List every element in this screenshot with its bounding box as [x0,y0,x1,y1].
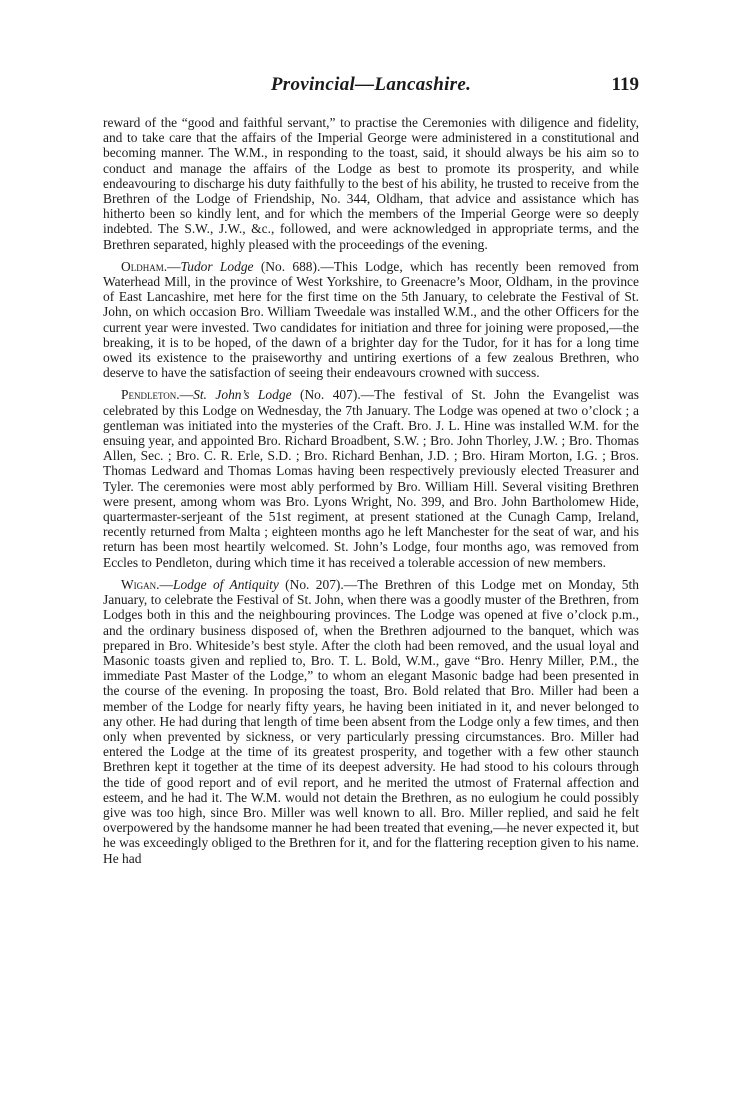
lodge-name: Lodge of Antiquity [172,576,279,592]
paragraph-text: (No. 207).—The Brethren of this Lodge met on Monday, 5th January, to celebrate the Festival of St. John, when there was a goodly muster of the Brethren, from Lodges both in this and the neighbouring provinces. The Lodge was opened at five o’clock p.m., and the ordinary business disposed of, when the Brethren adjourned to the banquet, which was prepared in Bro. Whiteside’s best style. After the cloth had been removed, and the usual loyal and Masonic toasts given and replied to, Bro. T. L. Bold, W.M., gave “Bro. Henry Miller, P.M., the immediate Past Master of the Lodge,” to whom an elegant Masonic badge had been presented in the course of the evening. In proposing the toast, Bro. Bold related that Bro. Miller had been a member of the Lodge for nearly fifty years, he having been initiated in it, and never belonged to any other. He had during that length of time been absent from the Lodge only a few times, and then only when prevented by sickness, or very particularly pressing circumstances. Bro. Miller had entered the Lodge at the time of its greatest prosperity, and together with a few other staunch Brethren kept it together at the time of its deepest adversity. He had stood to his colours through the tide of good report and of evil report, and he merited the utmost of Fraternal affection and esteem, and he had it. The W.M. would not detain the Brethren, as no eulogium he could possibly give was too high, since Bro. Miller was well known to all. Bro. Miller replied, and said he felt overpowered by the handsome manner he had been treated that evening,—he never expected it, but he was exceedingly obliged to the Brethren for it, and for the flattering reception given to his name. He had [103,576,639,866]
paragraph-wigan: Wigan.—Lodge of Antiquity (No. 207).—The Brethren of this Lodge met on Monday, 5th January, to celebrate the Festival of St. John, when there was a goodly muster of the Brethren, from Lodges both in this and the neighbouring provinces. The Lodge was opened at five o’clock p.m., and the ordinary business disposed of, when the Brethren adjourned to the banquet, which was prepared in Bro. Whiteside’s best style. After the cloth had been removed, and the usual loyal and Masonic toasts given and replied to, Bro. T. L. Bold, W.M., gave “Bro. Henry Miller, P.M., the immediate Past Master of the Lodge,” to whom an elegant Masonic badge had been presented in the course of the evening. In proposing the toast, Bro. Bold related that Bro. Miller had been a member of the Lodge for nearly fifty years, he having been initiated in it, and never belonged to any other. He had during that length of time been absent from the Lodge only a few times, and then only when prevented by sickness, or very particularly pressing circumstances. Bro. Miller had entered the Lodge at the time of its greatest prosperity, and together with a few other staunch Brethren kept it together at the time of its deepest adversity. He had stood to his colours through the tide of good report and of evil report, and he merited the utmost of Fraternal affection and esteem, and he had it. The W.M. would not detain the Brethren, as no eulogium he could possibly give was too high, since Bro. Miller was well known to all. Bro. Miller replied, and said he felt overpowered by the handsome manner he had been treated that evening,—he never expected it, but he was exceedingly obliged to the Brethren for it, and for the flattering reception given to his name. He had [103,576,639,866]
page [103,74,639,873]
paragraph-oldham: Oldham.—Tudor Lodge (No. 688).—This Lodge, which has recently been removed from Waterhead Mill, in the province of West Yorkshire, to Greenacre’s Moor, Oldham, in the province of East Lancashire, met here for the first time on the 5th January, to celebrate the Festival of St. John, on which occasion Bro. William Tweedale was installed W.M., and the other Officers for the current year were invested. Two candidates for initiation and three for joining were proposed,—the breaking, it is to be hoped, of the dawn of a brighter day for the Tudor, for it has for a long time owed its existence to the praiseworthy and untiring exertions of a few zealous Brethren, who deserve to have the satisfaction of seeing their endeavours crowned with success. [103,258,639,381]
page-number: 119 [611,74,639,95]
paragraph-continuation [103,115,639,252]
place-heading: Wigan. [121,576,160,592]
paragraph-pendleton: Pendleton.—St. John’s Lodge (No. 407).—The festival of St. John the Evangelist was celebrated by this Lodge on Wednesday, the 7th January. The Lodge was opened at two o’clock ; a gentleman was initiated into the mysteries of the Craft. Bro. J. L. Hine was installed W.M. for the ensuing year, and appointed Bro. Richard Broadbent, S.W. ; Bro. John Thorley, J.W. ; Bro. Thomas Allen, Sec. ; Bro. C. R. Erle, S.D. ; Bro. Richard Benhan, J.D. ; Bro. Hiram Morton, I.G. ; Bros. Thomas Ledward and Thomas Lomas having been respectively previously elected Treasurer and Tyler. The ceremonies were most ably performed by Bro. William Hill. Several visiting Brethren were present, among whom was Bro. Lyons Wright, No. 399, and Bro. John Bartholomew Hide, quartermaster-serjeant of the 51st regiment, at present stationed at the Cunagh Camp, Ireland, recently returned from Malta ; eighteen months ago he left Manchester for the seat of war, and his return has been most heartily welcomed. St. John’s Lodge, four months ago, was removed from Eccles to Pendleton, during which time it has received a tolerable accession of new members. [103,387,639,570]
place-heading: Pendleton. [121,387,180,403]
paragraph-text: (No. 407).—The festival of St. John the Evangelist was celebrated by this Lodge on Wednesday, the 7th January. The Lodge was opened at two o’clock ; a gentleman was initiated into the mysteries of the Craft. Bro. J. L. Hine was installed W.M. for the ensuing year, and appointed Bro. Richard Broadbent, S.W. ; Bro. John Thorley, J.W. ; Bro. Thomas Allen, Sec. ; Bro. C. R. Erle, S.D. ; Bro. Richard Benhan, J.D. ; Bro. Hiram Morton, I.G. ; Bros. Thomas Ledward and Thomas Lomas having been respectively previously elected Treasurer and Tyler. The ceremonies were most ably performed by Bro. William Hill. Several visiting Brethren were present, among whom was Bro. Lyons Wright, No. 399, and Bro. John Bartholomew Hide, quartermaster-serjeant of the 51st regiment, at present stationed at the Cunagh Camp, Ireland, recently returned from Malta ; eighteen months ago he left Manchester for the seat of war, and his return has been most heartily welcomed. St. John’s Lodge, four months ago, was removed from Eccles to Pendleton, during which time it has received a tolerable accession of new members. [103,387,639,570]
place-heading: Oldham. [121,258,168,274]
running-title: Provincial—Lancashire. [270,74,472,95]
paragraph-text: reward of the “good and faithful servant,” to practise the Ceremonies with diligence and fidelity, and to take care that the affairs of the Imperial George were administered in a constitutional and becoming manner. The W.M., in responding to the toast, said, it should always be his aim so to conduct and manage the affairs of the Lodge as best to promote its prosperity, and while endeavouring to discharge his duty faithfully to the best of his ability, he trusted to receive from the Brethren of the Lodge of Friendship, No. 344, Oldham, that advice and assistance which has hitherto been so kindly lent, and for which the members of the Imperial George were so deeply indebted. The S.W., J.W., &c., followed, and were acknowledged in appropriate terms, and the Brethren separated, highly pleased with the proceedings of the evening. [103,115,639,252]
running-head [103,74,639,104]
paragraph-text: (No. 688).—This Lodge, which has recently been removed from Waterhead Mill, in the province of West Yorkshire, to Greenacre’s Moor, Oldham, in the province of East Lancashire, met here for the first time on the 5th January, to celebrate the Festival of St. John, on which occasion Bro. William Tweedale was installed W.M., and the other Officers for the current year were invested. Two candidates for initiation and three for joining were proposed,—the breaking, it is to be hoped, of the dawn of a brighter day for the Tudor, for it has for a long time owed its existence to the praiseworthy and untiring exertions of a few zealous Brethren, who deserve to have the satisfaction of seeing their endeavours crowned with success. [103,258,639,381]
article-body [103,115,639,866]
lodge-name: St. John’s Lodge [193,387,292,403]
lodge-name: Tudor Lodge [180,258,254,274]
